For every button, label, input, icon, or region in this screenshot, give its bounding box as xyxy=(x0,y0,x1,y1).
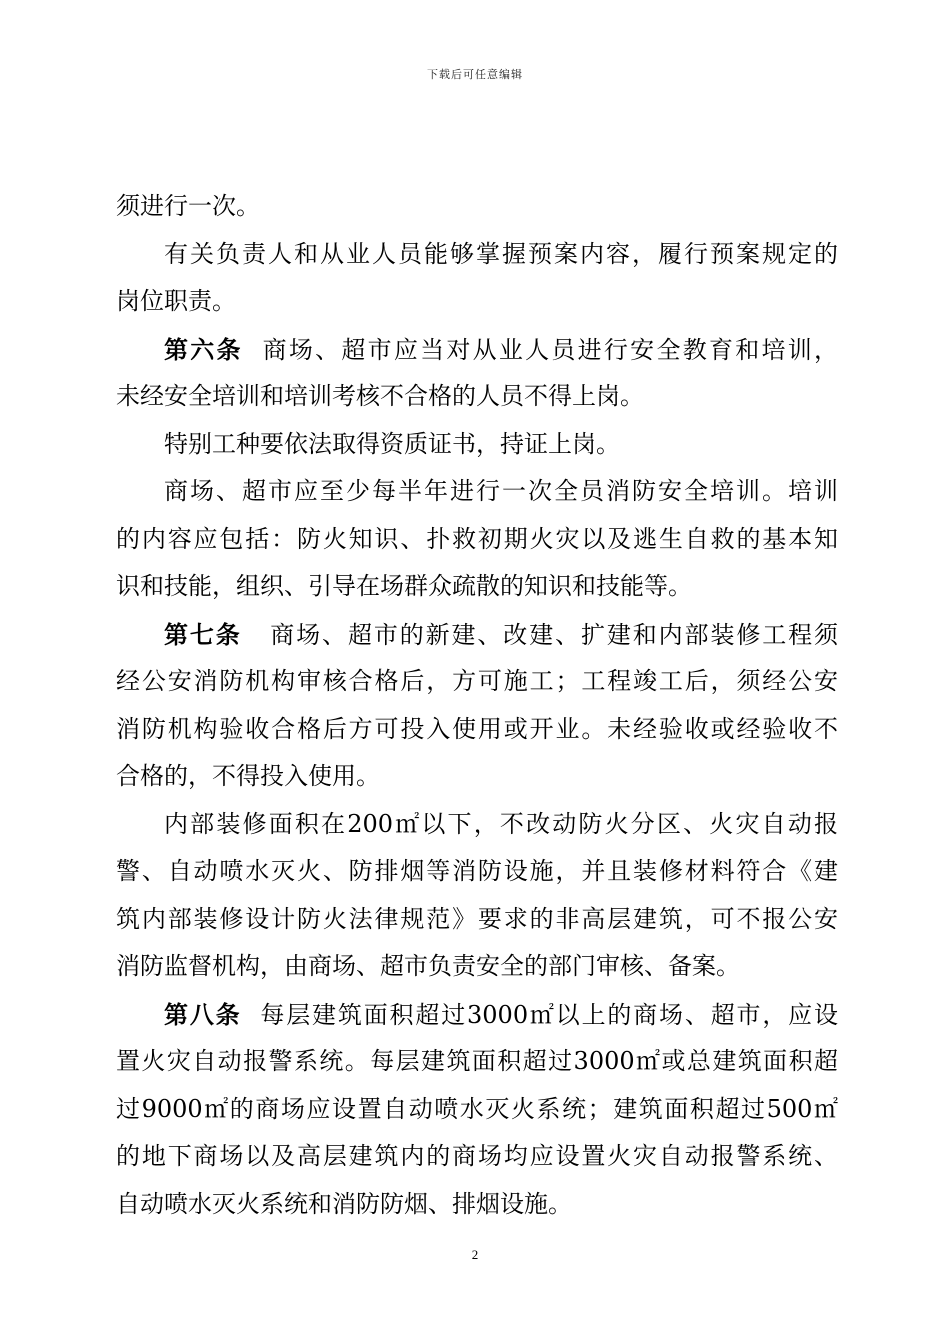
text-line: 合格的，不得投入使用。 xyxy=(116,762,380,790)
text-line: 未经安全培训和培训考核不合格的人员不得上岗。 xyxy=(116,382,644,410)
text-line: 岗位职责。 xyxy=(116,287,236,315)
text-line: 须进行一次。 xyxy=(116,192,260,220)
text-line: 有关负责人和从业人员能够掌握预案内容，履行预案规定的 xyxy=(164,239,838,268)
text-span: 商场、超市的新建、改建、扩建和内部装修工程须 xyxy=(270,620,839,649)
document-body xyxy=(116,183,838,1228)
article-label-seven: 第七条 xyxy=(164,619,242,649)
text-span: 每层建筑面积超过3000㎡以上的商场、超市，应设 xyxy=(260,1000,839,1029)
text-line: 自动喷水灭火系统和消防防烟、排烟设施。 xyxy=(116,1189,572,1218)
text-line: 筑内部装修设计防火法律规范》要求的非高层建筑，可不报公安 xyxy=(116,904,838,933)
text-line: 过9000㎡的商场应设置自动喷水灭火系统；建筑面积超过500㎡ xyxy=(116,1094,838,1123)
text-line: 的内容应包括：防火知识、扑救初期火灾以及逃生自救的基本知 xyxy=(116,524,838,553)
article-first-line xyxy=(116,991,838,1039)
text-line: 置火灾自动报警系统。每层建筑面积超过3000㎡或总建筑面积超 xyxy=(116,1047,838,1075)
text-line: 内部装修面积在200㎡以下，不改动防火分区、火灾自动报 xyxy=(164,809,838,838)
page-number: 2 xyxy=(471,1247,479,1262)
text-line: 消防机构验收合格后方可投入使用或开业。未经验收或经验收不 xyxy=(116,714,838,743)
article-label-eight: 第八条 xyxy=(164,999,242,1029)
text-line: 消防监督机构，由商场、超市负责安全的部门审核、备案。 xyxy=(116,952,740,980)
text-line: 的地下商场以及高层建筑内的商场均应设置火灾自动报警系统、 xyxy=(116,1142,838,1170)
text-line: 经公安消防机构审核合格后，方可施工；工程竣工后，须经公安 xyxy=(116,667,838,695)
article-label-six: 第六条 xyxy=(164,334,243,364)
article-first-line xyxy=(116,326,838,374)
text-line: 识和技能，组织、引导在场群众疏散的知识和技能等。 xyxy=(116,572,692,600)
text-line: 警、自动喷水灭火、防排烟等消防设施，并且装修材料符合《建 xyxy=(116,857,838,885)
text-line: 特别工种要依法取得资质证书，持证上岗。 xyxy=(164,429,620,458)
page-header: 下载后可任意编辑 xyxy=(427,68,523,81)
article-first-line xyxy=(116,611,838,659)
text-line: 商场、超市应至少每半年进行一次全员消防安全培训。培训 xyxy=(164,477,838,505)
text-span: 商场、超市应当对从业人员进行安全教育和培训， xyxy=(262,335,839,364)
